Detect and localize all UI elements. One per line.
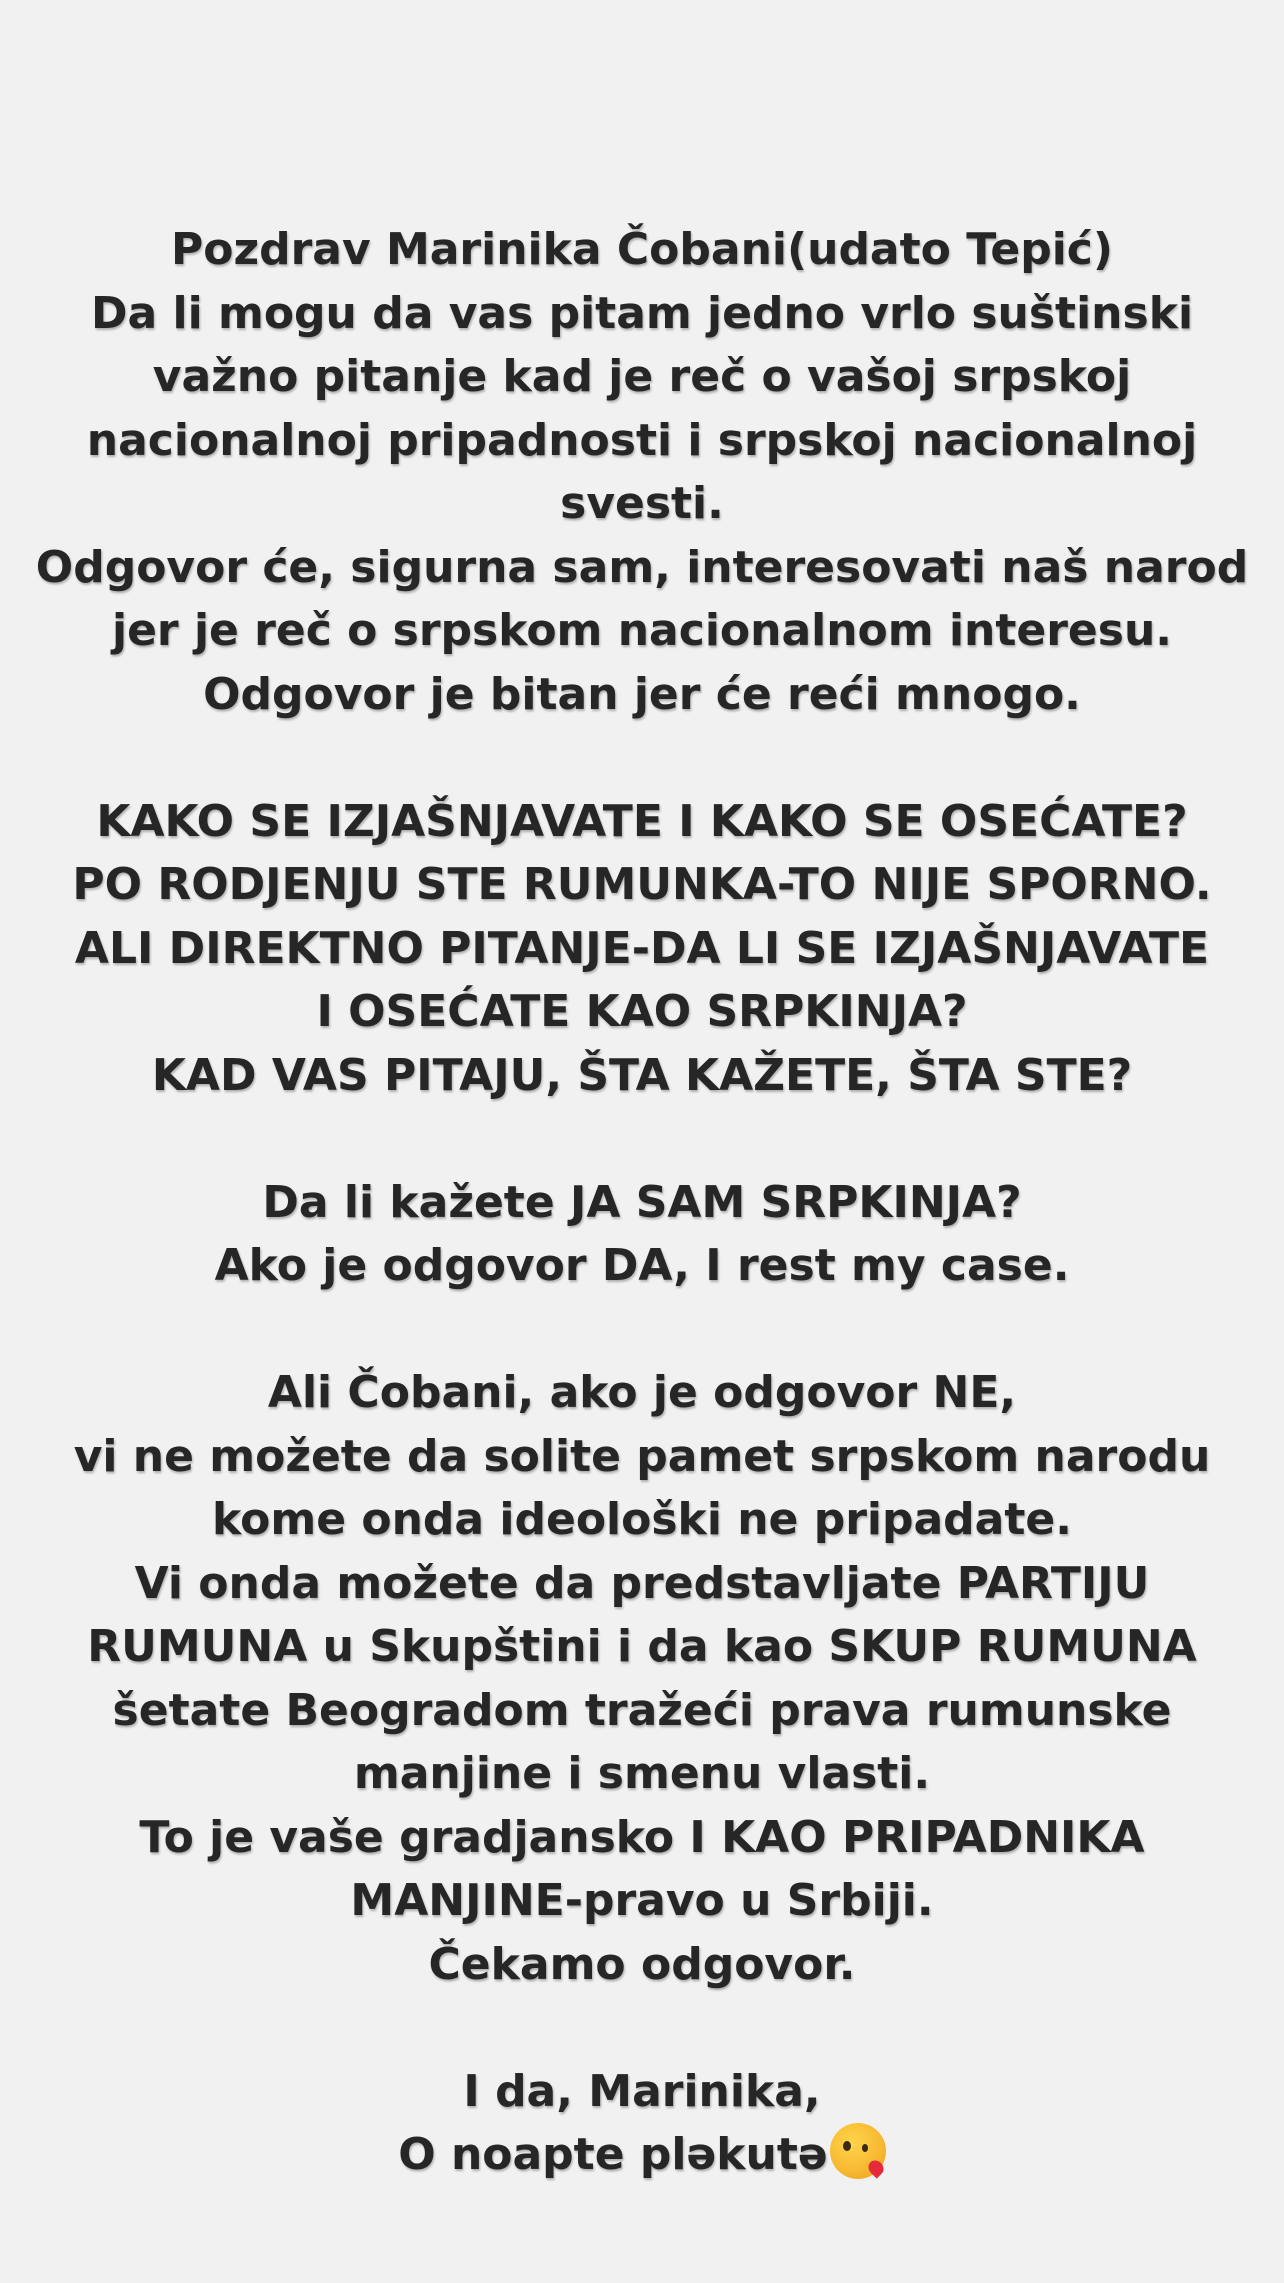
text-line: Odgovor je bitan jer će reći mnogo. xyxy=(203,668,1081,720)
text-line: Vi onda možete da predstavljate PARTIJU xyxy=(134,1557,1150,1609)
story-text xyxy=(0,218,1284,2187)
text-line: RUMUNA u Skupštini i da kao SKUP RUMUNA xyxy=(87,1621,1197,1672)
text-line: KAKO SE IZJAŠNJAVATE I KAKO SE OSEĆATE? xyxy=(96,795,1188,847)
text-line: Da li mogu da vas pitam jedno vrlo suštinski xyxy=(90,287,1194,339)
text-line: Odgovor će, sigurna sam, interesovati naš narod xyxy=(35,541,1249,593)
paragraph-gap xyxy=(0,1298,1284,1362)
text-line: kome onda ideološki ne pripadate. xyxy=(212,1494,1072,1545)
paragraph-gap xyxy=(0,1996,1284,2060)
text-line: Pozdrav Marinika Čobani(udato Tepić) xyxy=(170,224,1113,275)
text-line: Čekamo odgovor. xyxy=(428,1938,856,1990)
text-line: svesti. xyxy=(560,478,724,529)
paragraph-gap xyxy=(0,726,1284,790)
text-line: Ako je odgovor DA, I rest my case. xyxy=(214,1240,1070,1291)
text-line: KAD VAS PITAJU, ŠTA KAŽETE, ŠTA STE? xyxy=(151,1049,1133,1101)
kissing-face-with-heart-emoji xyxy=(830,2123,886,2179)
text-line: jer je reč o srpskom nacionalnom interesu. xyxy=(112,605,1172,656)
text-line: MANJINE-pravo u Srbiji. xyxy=(350,1875,934,1926)
text-line: Ali Čobani, ako je odgovor NE, xyxy=(267,1367,1017,1418)
text-line: To je vaše gradjansko I KAO PRIPADNIKA xyxy=(139,1811,1145,1863)
text-line: nacionalnoj pripadnosti i srpskoj nacionalnoj xyxy=(86,414,1198,466)
text-line: manjine i smenu vlasti. xyxy=(353,1748,931,1799)
text-line: I OSEĆATE KAO SRPKINJA? xyxy=(316,986,968,1037)
text-line: Da li kažete JA SAM SRPKINJA? xyxy=(262,1176,1022,1228)
text-line: ALI DIREKTNO PITANJE-DA LI SE IZJAŠNJAVATE xyxy=(74,922,1210,974)
text-line: važno pitanje kad je reč o vašoj srpskoj xyxy=(152,351,1132,402)
text-line: O noapte pləkutə xyxy=(398,2129,828,2180)
text-line: vi ne možete da solite pamet srpskom narodu xyxy=(73,1430,1211,1482)
text-line: šetate Beogradom tražeći prava rumunske xyxy=(112,1684,1172,1736)
paragraph-gap xyxy=(0,1107,1284,1171)
text-line: PO RODJENJU STE RUMUNKA-TO NIJE SPORNO. xyxy=(72,859,1212,910)
last-line xyxy=(0,2123,1284,2187)
text-line: I da, Marinika, xyxy=(463,2065,821,2117)
